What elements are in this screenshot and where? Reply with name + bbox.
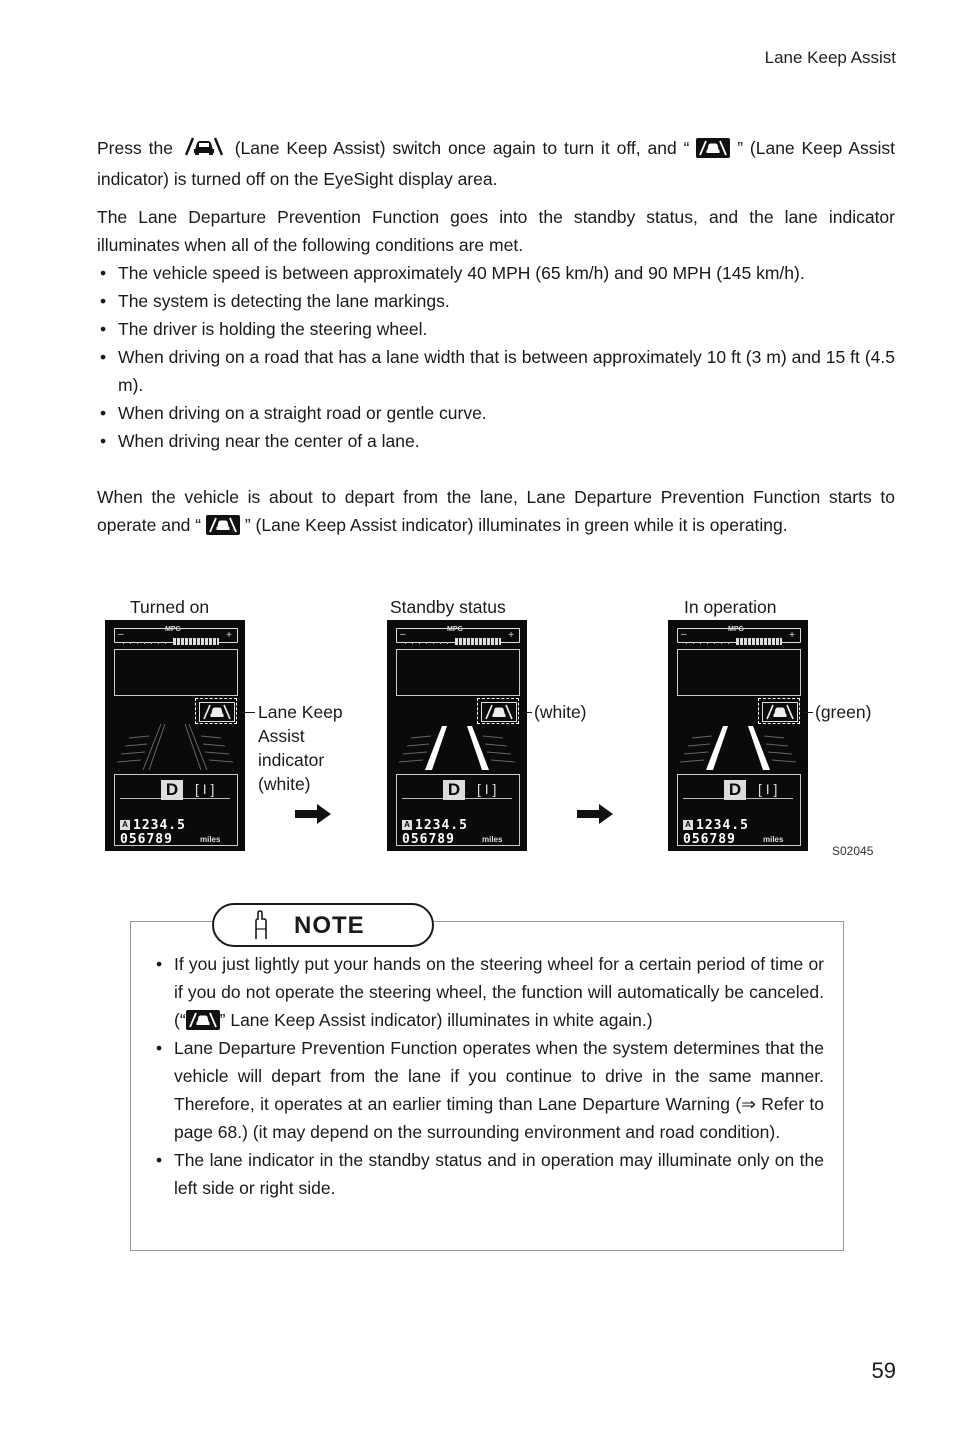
list-item-text: When driving near the center of a lane. — [118, 431, 420, 451]
display-panel-standby — [387, 620, 527, 851]
mpg-ticks — [686, 642, 732, 644]
list-item — [97, 259, 895, 287]
intro-text-b: (Lane Keep Assist) switch once again to turn it off, and “ — [234, 138, 690, 158]
intro-text-c: ” (Lane Keep Assist indicator) is turned off on the EyeSight display area. — [97, 138, 895, 189]
display-panel-in-operation — [668, 620, 808, 851]
callout-leader-3 — [803, 712, 813, 713]
callout-turned-on: Lane Keep Assist indicator (white) — [258, 702, 343, 794]
operation-paragraph — [97, 483, 895, 539]
callout-operation: (green) — [815, 702, 872, 722]
mpg-minus: – — [681, 629, 687, 640]
trip-value: 1234.5 — [133, 818, 186, 833]
display-panel-turned-on — [105, 620, 245, 851]
odometer-unit: miles — [200, 835, 221, 844]
page-number: 59 — [871, 1358, 896, 1383]
mpg-label: MPG — [165, 626, 181, 633]
lane-keep-assist-indicator-icon — [696, 138, 730, 158]
intro-paragraph — [97, 134, 895, 193]
odometer-unit: miles — [763, 835, 784, 844]
lane-lines-lit-icon — [387, 720, 527, 774]
note-hand-icon — [250, 909, 272, 941]
trip-badge: A — [402, 820, 412, 830]
lane-keep-assist-indicator-icon — [186, 1010, 220, 1030]
mpg-ticks — [123, 642, 169, 644]
list-item — [97, 427, 895, 455]
mpg-bar — [455, 638, 501, 645]
figure-label-standby: Standby status — [390, 597, 506, 617]
mpg-bar — [173, 638, 219, 645]
trip-badge: A — [683, 820, 693, 830]
operation-text-a: When the vehicle is about to depart from the lane, Lane Departure Prevention Function starts to operate and “ — [97, 487, 895, 535]
bullet: • — [100, 319, 107, 339]
lane-lines-dim-icon — [105, 720, 245, 774]
gear-indicator: D — [161, 780, 183, 800]
list-item-text: When driving on a straight road or gentle curve. — [118, 403, 487, 423]
lane-keep-assist-indicator-icon — [206, 515, 240, 535]
conditions-list — [97, 259, 895, 455]
note-list — [153, 950, 824, 1202]
mpg-minus: – — [118, 629, 124, 640]
mpg-minus: – — [400, 629, 406, 640]
mpg-ticks — [405, 642, 451, 644]
callout-leader-2 — [522, 712, 532, 713]
note-text: Lane Departure Prevention Function operates when the system determines that the vehicle will depart from the lane if you continue to drive in the same manner. Therefore, it operates at an earlier timing than Lane Departure Warning (⇒ Refer to page 68.) (it may depend on the surrounding environment and road condition). — [174, 1038, 824, 1142]
figure-label-turned-on: Turned on — [130, 597, 210, 617]
odometer-value: 056789 — [402, 832, 455, 847]
bullet: • — [100, 291, 107, 311]
info-screen — [114, 649, 238, 696]
list-item-text: The vehicle speed is between approximately 40 MPH (65 km/h) and 90 MPH (145 km/h). — [118, 263, 805, 283]
mpg-bar — [736, 638, 782, 645]
figure-label-in-operation: In operation — [684, 597, 777, 617]
intro-text-a: Press the — [97, 138, 180, 158]
gear-extra: [ I ] — [195, 781, 215, 797]
gear-indicator: D — [443, 780, 465, 800]
note-label: NOTE — [294, 912, 365, 939]
list-item — [97, 315, 895, 343]
bullet: • — [156, 954, 163, 974]
list-item-text: The driver is holding the steering wheel. — [118, 319, 428, 339]
gear-extra: [ I ] — [477, 781, 497, 797]
note-header — [212, 903, 434, 947]
trip-value: 1234.5 — [415, 818, 468, 833]
arrow-right-icon — [293, 802, 333, 826]
gear-extra: [ I ] — [758, 781, 778, 797]
mpg-plus: + — [508, 630, 514, 641]
mpg-label: MPG — [447, 626, 463, 633]
note-text-a: If you just lightly put your hands on the steering wheel for a certain period of time or if you do not operate the steering wheel, the function will automatically be canceled. (“ — [174, 954, 824, 1030]
list-item — [97, 399, 895, 427]
bullet: • — [100, 347, 107, 367]
mpg-label: MPG — [728, 626, 744, 633]
odometer-value: 056789 — [683, 832, 736, 847]
info-screen — [677, 649, 801, 696]
list-item — [153, 950, 824, 1034]
standby-paragraph: The Lane Departure Prevention Function goes into the standby status, and the lane indicator illuminates when all of the following conditions are met. — [97, 207, 895, 255]
list-item-text: The system is detecting the lane markings. — [118, 291, 450, 311]
trip-value: 1234.5 — [696, 818, 749, 833]
bullet: • — [156, 1038, 163, 1058]
lane-keep-assist-indicator-icon — [199, 702, 235, 722]
odometer-value: 056789 — [120, 832, 173, 847]
bullet: • — [100, 403, 107, 423]
lane-lines-lit-icon — [668, 720, 808, 774]
arrow-right-icon — [575, 802, 615, 826]
callout-standby: (white) — [534, 702, 587, 722]
list-item — [97, 343, 895, 399]
list-item — [97, 287, 895, 315]
info-screen — [396, 649, 520, 696]
bullet: • — [100, 263, 107, 283]
gear-indicator: D — [724, 780, 746, 800]
note-text: The lane indicator in the standby status and in operation may illuminate only on the left side or right side. — [174, 1150, 824, 1198]
list-item — [153, 1034, 824, 1146]
operation-text-b: ” (Lane Keep Assist indicator) illuminates in green while it is operating. — [244, 515, 788, 535]
lane-keep-assist-switch-icon — [180, 135, 228, 165]
lane-keep-assist-indicator-icon — [481, 702, 517, 722]
figure-id: S02045 — [832, 844, 874, 858]
lane-keep-assist-indicator-icon — [762, 702, 798, 722]
list-item — [153, 1146, 824, 1202]
note-text-b: ” Lane Keep Assist indicator) illuminates in white again.) — [219, 1010, 653, 1030]
callout-leader-1 — [240, 712, 255, 713]
page-header-title: Lane Keep Assist — [764, 48, 896, 67]
mpg-plus: + — [789, 630, 795, 641]
bullet: • — [100, 431, 107, 451]
bullet: • — [156, 1150, 163, 1170]
list-item-text: When driving on a road that has a lane width that is between approximately 10 ft (3 m) and 15 ft (4.5 m). — [118, 347, 895, 395]
odometer-unit: miles — [482, 835, 503, 844]
trip-badge: A — [120, 820, 130, 830]
mpg-plus: + — [226, 630, 232, 641]
